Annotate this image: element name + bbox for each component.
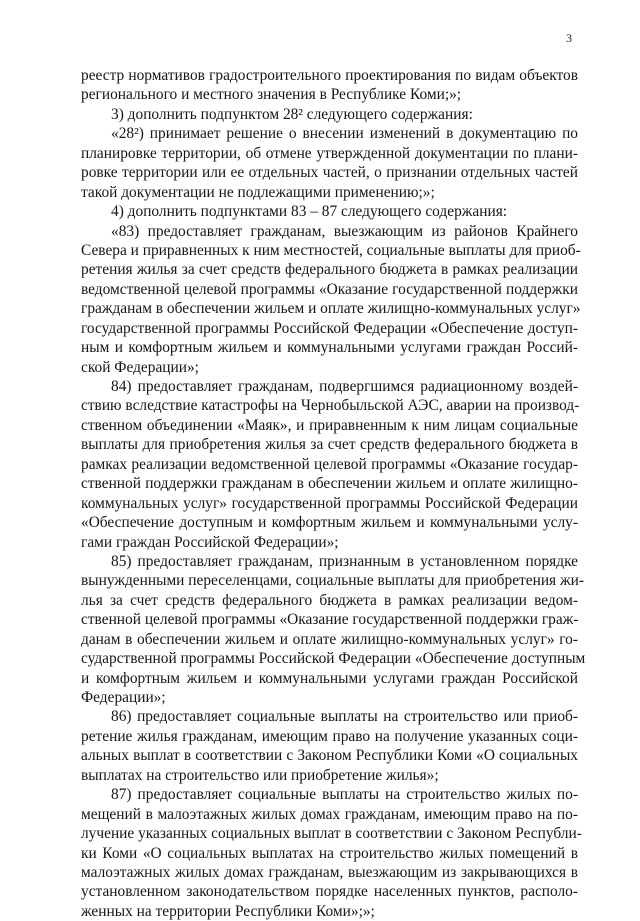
text-line: «28²) принимает решение о внесении изменений в документацию по [111,125,578,143]
text-line: ской Федерации»; [81,358,199,376]
text-line: гражданам в обеспечении жильем и оплате жилищно-коммунальных услуг» [81,300,581,318]
text-line: Севера и приравненных к ним местностей, социальные выплаты для приоб- [81,241,581,259]
text-line: сударственной программы Российской Федерации «Обеспечение доступным [81,650,586,668]
text-line: ственном объединении «Маяк», и приравненным к ним лицам социальные [81,416,578,434]
text-line: выплатах на строительство или приобретение жилья»; [81,766,439,784]
text-line: ки Коми «О социальных выплатах на строительство жилых помещений в [81,844,578,862]
text-line: коммунальных услуг» государственной программы Российской Федерации [81,494,578,512]
text-line: лья за счет средств федерального бюджета в рамках реализации ведом- [81,591,578,609]
text-line: ровке территории или ее отдельных частей, о признании отдельных частей [81,164,578,182]
text-line: малоэтажных жилых домах гражданам, выезжающим из закрывающихся в [81,863,578,881]
text-line: установленном законодательством порядке населенных пунктов, располо- [81,883,578,901]
text-line: ственной поддержки гражданам в обеспечении жильем и оплате жилищно- [81,475,578,493]
text-line: Федерации»; [81,689,166,706]
text-line: лучение указанных социальных выплат в соответствии с Законом Республи- [81,825,582,843]
text-line: ретения жилья за счет средств федерального бюджета в рамках реализации [81,261,578,279]
text-line: «83) предоставляет гражданам, выезжающим из районов Крайнего [111,222,578,240]
text-line: 86) предоставляет социальные выплаты на строительство или приоб- [111,708,578,726]
text-line: «Обеспечение доступным и комфортным жильем и коммунальными услу- [81,514,578,532]
text-line: 3) дополнить подпунктом 28² следующего содержания: [111,105,473,123]
text-line: гами граждан Российской Федерации»; [81,533,339,551]
text-line: вынужденными переселенцами, социальные выплаты для приобретения жи- [81,572,584,590]
text-line: женных на территории Республики Коми»;»; [81,902,375,920]
text-line: ственной целевой программы «Оказание государственной поддержки граж- [81,611,579,629]
text-line: рамках реализации ведомственной целевой программы «Оказание государ- [81,455,578,473]
page-number: 3 [566,31,572,45]
text-line: ствию вследствие катастрофы на Чернобыльской АЭС, аварии на производ- [81,397,580,415]
text-line: 4) дополнить подпунктами 83 – 87 следующего содержания: [111,203,508,221]
text-line: государственной программы Российской Федерации «Обеспечение доступ- [81,319,578,337]
text-line: 85) предоставляет гражданам, признанным в установленном порядке [111,552,578,570]
text-line: выплаты для приобретения жилья за счет средств федерального бюджета в [81,436,578,454]
text-line: 84) предоставляет гражданам, подвергшимся радиационному воздей- [111,378,578,395]
text-line: и комфортным жильем и коммунальными услугами граждан Российской [81,669,578,687]
text-line: данам в обеспечении жильем и оплате жилищно-коммунальных услуг» го- [81,630,578,648]
text-line: альных выплат в соответствии с Законом Республики Коми «О социальных [81,747,578,765]
text-line: ным и комфортным жильем и коммунальными услугами граждан Россий- [81,339,578,357]
text-line: такой документации не подлежащими применению;»; [81,183,435,201]
text-line: планировке территории, об отмене утвержденной документации по плани- [81,144,578,162]
text-line: реестр нормативов градостроительного проектирования по видам объектов [81,67,578,84]
text-line: регионального и местного значения в Республике Коми;»; [81,86,462,104]
text-line: 87) предоставляет социальные выплаты на строительство жилых по- [111,786,578,804]
document-body [81,66,586,921]
text-line: ведомственной целевой программы «Оказание государственной поддержки [81,280,578,298]
text-line: ретение жилья гражданам, имеющим право на получение указанных соци- [81,727,578,745]
text-line: мещений в малоэтажных жилых домах гражданам, имеющим право на по- [81,805,578,823]
